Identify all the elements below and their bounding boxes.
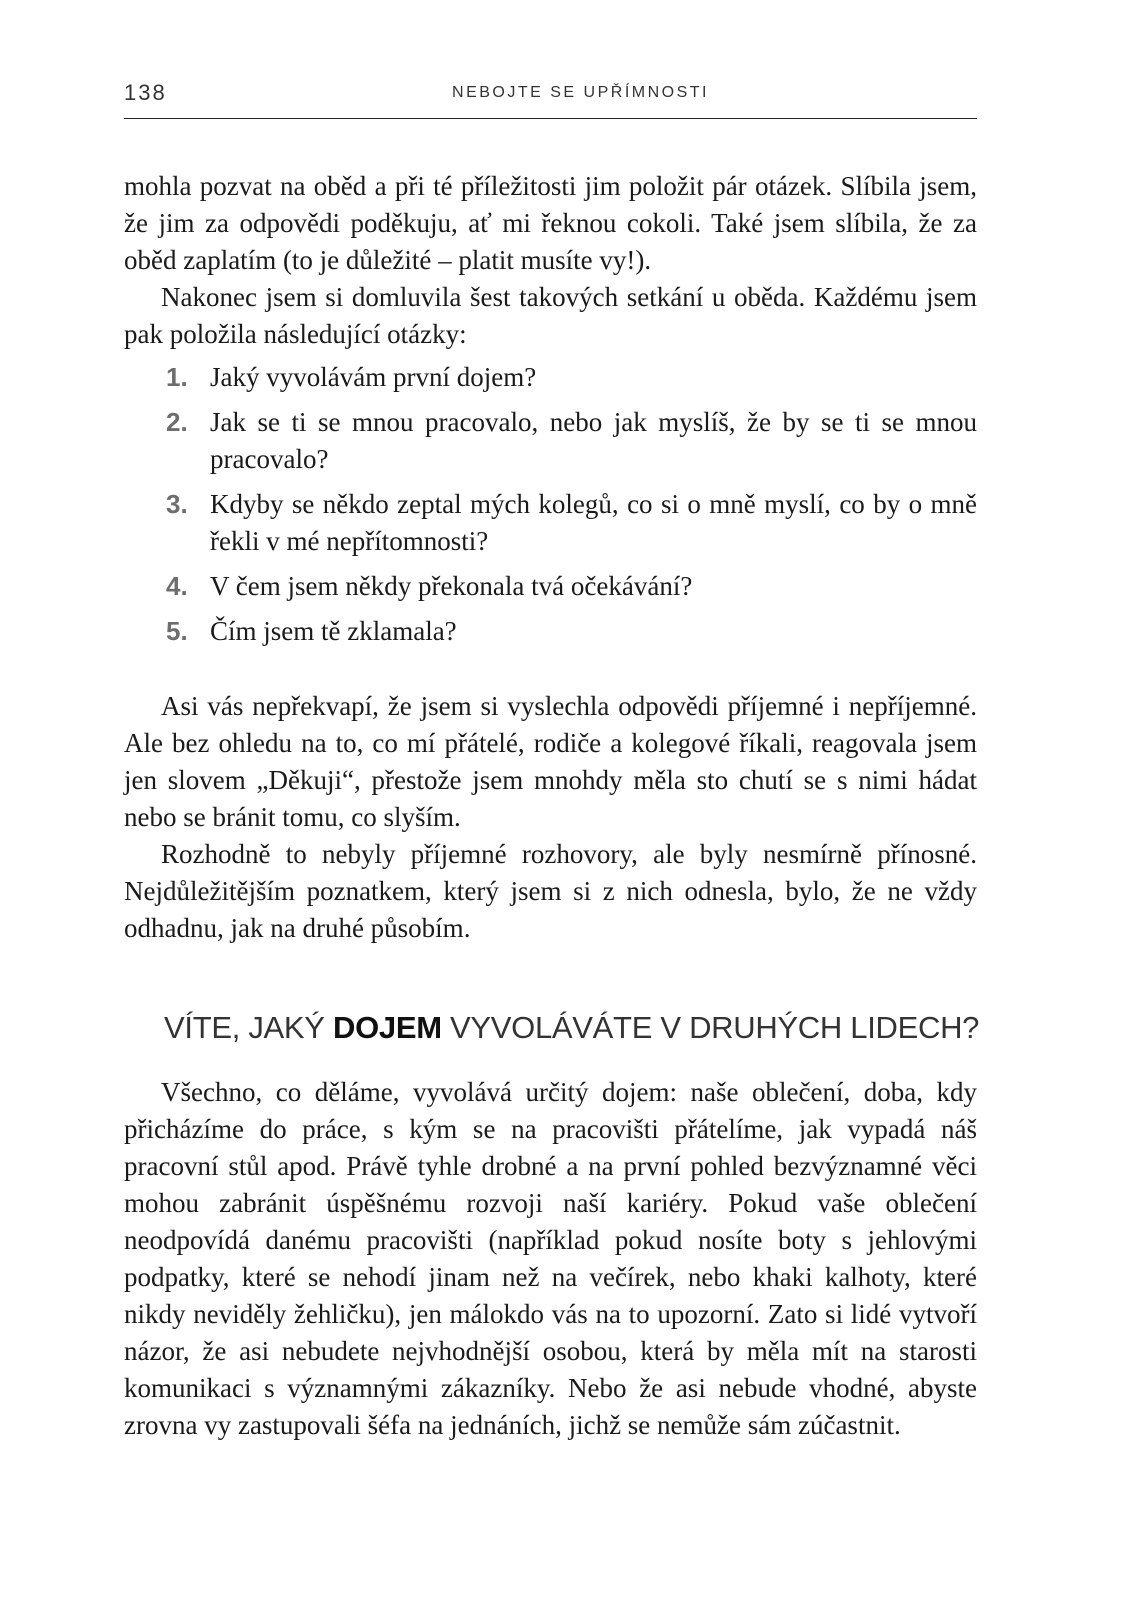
page-header xyxy=(124,78,977,119)
list-text: Kdyby se někdo zeptal mých kolegů, co si o mně myslí, co by o mně řekli v mé nepřítomnosti? xyxy=(210,489,977,556)
list-text: V čem jsem někdy překonala tvá očekávání? xyxy=(210,571,693,601)
list-number: 4. xyxy=(166,571,188,601)
intro-paragraph-1: mohla pozvat na oběd a při té příležitosti jim položit pár otázek. Slíbila jsem, že jim za odpovědi poděkuju, ať mi řeknou cokoli. Také jsem slíbila, že za oběd zaplatím (to je důležité – platit musíte vy!). xyxy=(124,171,977,275)
list-text: Čím jsem tě zklamala? xyxy=(210,616,457,646)
list-number: 5. xyxy=(166,616,188,646)
page-number: 138 xyxy=(124,80,167,105)
intro-block xyxy=(124,168,977,658)
section-heading xyxy=(164,1010,984,1046)
heading-text-before: VÍTE, JAKÝ xyxy=(164,1010,333,1045)
list-number: 2. xyxy=(166,407,188,437)
list-text: Jaký vyvolávám první dojem? xyxy=(210,362,537,392)
list-number: 1. xyxy=(166,362,188,392)
reflection-block xyxy=(124,688,977,947)
list-item xyxy=(124,486,977,560)
section-body xyxy=(124,1074,977,1444)
list-number: 3. xyxy=(166,489,188,519)
running-title: NEBOJTE SE UPŘÍMNOSTI xyxy=(452,84,709,101)
reflection-paragraph-2: Rozhodně to nebyly příjemné rozhovory, ale byly nesmírně přínosné. Nejdůležitějším poznatkem, který jsem si z nich odnesla, bylo, že ne vždy odhadnu, jak na druhé působím. xyxy=(124,839,977,943)
question-list xyxy=(124,359,977,650)
list-item xyxy=(124,359,977,396)
intro-paragraph-2: Nakonec jsem si domluvila šest takových setkání u oběda. Každému jsem pak položila následující otázky: xyxy=(124,282,977,349)
list-item xyxy=(124,404,977,478)
reflection-paragraph-1: Asi vás nepřekvapí, že jsem si vyslechla odpovědi příjemné i nepříjemné. Ale bez ohledu na to, co mí přátelé, rodiče a kolegové říkali, reagovala jsem jen slovem „Děkuji“, přestože jsem mnohdy měla sto chutí se s nimi hádat nebo se bránit tomu, co slyším. xyxy=(124,691,977,832)
list-item xyxy=(124,568,977,605)
heading-emphasis: DOJEM xyxy=(332,1010,442,1045)
list-item xyxy=(124,613,977,650)
heading-text-after: VYVOLÁVÁTE V DRUHÝCH LIDECH? xyxy=(441,1010,980,1045)
section-paragraph: Všechno, co děláme, vyvolává určitý dojem: naše oblečení, doba, kdy přicházíme do práce, s kým se na pracovišti přátelíme, jak vypadá náš pracovní stůl apod. Právě tyhle drobné a na první pohled bezvýznamné věci mohou zabránit úspěšnému rozvoji naší kariéry. Pokud vaše oblečení neodpovídá danému pracovišti (například pokud nosíte boty s jehlovými podpatky, které se nehodí jinam než na večírek, nebo khaki kalhoty, které nikdy neviděly žehličku), jen málokdo vás na to upozorní. Zato si lidé vytvoří názor, že asi nebudete nejvhodnější osobou, která by měla mít na starosti komunikaci s významnými zákazníky. Nebo že asi nebude vhodné, abyste zrovna vy zastupovali šéfa na jednáních, jichž se nemůže sám zúčastnit. xyxy=(124,1077,977,1440)
list-text: Jak se ti se mnou pracovalo, nebo jak myslíš, že by se ti se mnou pracovalo? xyxy=(210,407,977,474)
